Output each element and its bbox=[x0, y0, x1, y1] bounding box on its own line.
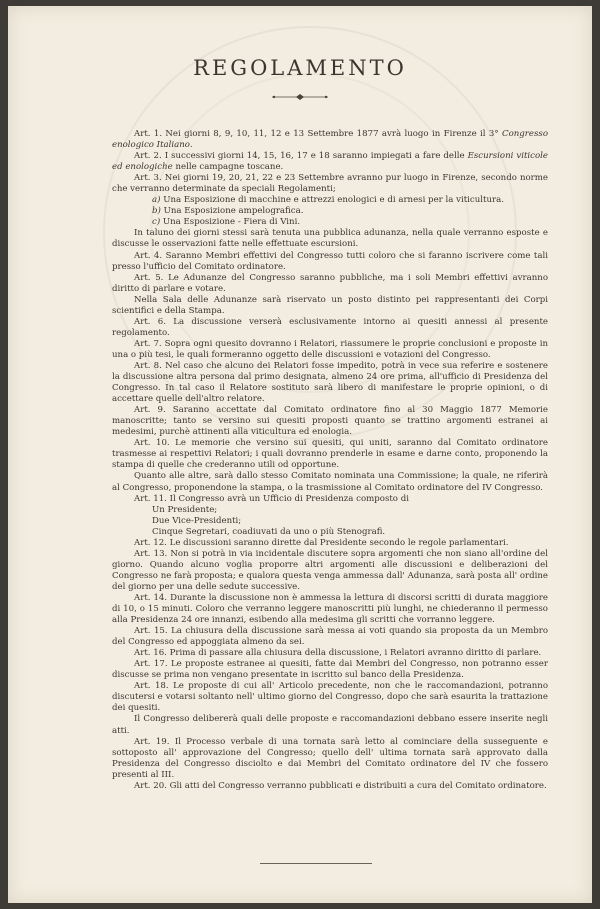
text-run: Art. 18. Le proposte di cui all' Articolo precedente, non che le raccomandazioni, potranno discutersi e votarsi soltanto nell' ultimo giorno del Congresso, dopo che sarà esaurita la trattazione dei quesiti. bbox=[112, 681, 548, 714]
paragraph bbox=[112, 681, 548, 714]
paragraph bbox=[112, 273, 548, 295]
paragraph bbox=[112, 339, 548, 361]
paragraph bbox=[112, 129, 548, 151]
text-run: Il Congresso delibererà quali delle proposte e raccomandazioni debbano essere inserite negli atti. bbox=[112, 714, 548, 736]
paragraph bbox=[112, 737, 548, 781]
paragraph bbox=[112, 648, 548, 659]
paragraph bbox=[112, 251, 548, 273]
text-run: Art. 16. Prima di passare alla chiusura della discussione, i Relatori avranno diritto di parlare. bbox=[134, 648, 542, 659]
text-run: Nella Sala delle Adunanze sarà riservato un posto distinto pei rappresentanti dei Corpi scientifici e della Stampa. bbox=[112, 294, 548, 316]
paragraph bbox=[112, 151, 548, 173]
text-run: Una Esposizione - Fiera di Vini. bbox=[160, 217, 301, 228]
text-run: Art. 13. Non si potrà in via incidentale discutere sopra argomenti che non siano all'ordine del giorno. Quando alcuno voglia proporre altri argomenti alle discussioni e deliberazioni del Congresso ne farà proposta; e qualora questa venga ammessa dall' Adunanza, sarà posta all' ordine del giorno per una delle sedute successive. bbox=[112, 548, 548, 592]
paragraph bbox=[112, 781, 548, 792]
closing-rule bbox=[260, 863, 372, 864]
text-run: a) bbox=[152, 195, 161, 206]
paragraph bbox=[112, 405, 548, 438]
list-item bbox=[112, 505, 548, 516]
regulation-body bbox=[112, 129, 548, 792]
text-run: Art. 11. Il Congresso avrà un Ufficio di Presidenza composto di bbox=[134, 493, 409, 504]
text-run: Art. 14. Durante la discussione non è ammessa la lettura di discorsi scritti di durata maggiore di 10, o 15 minuti. Coloro che verranno leggere manoscritti più lunghi, ne chiederanno il permesso alla Presidenza 24 ore innanzi, esibendo alla medesima gli scritti che vorranno leggere. bbox=[112, 592, 548, 626]
paragraph bbox=[112, 471, 548, 493]
text-run: Art. 6. La discussione verserà esclusivamente intorno ai quesiti annessi al presente regolamento. bbox=[112, 316, 548, 338]
text-run: Art. 8. Nel caso che alcuno dei Relatori fosse impedito, potrà in vece sua referire e sostenere la discussione altra persona dal primo designata, almeno 24 ore prima, all'ufficio di Presidenza del Congresso. In tal caso il Relatore sostituto sarà libero di manifestare le proprie opinioni, o di accettare quelle dell'altro relatore. bbox=[112, 360, 548, 405]
text-run: Art. 7. Sopra ogni quesito dovranno i Relatori, riassumere le proprie conclusioni e proposte in una o più tesi, le quali formeranno oggetto delle discussioni e votazioni del Congresso. bbox=[112, 338, 548, 360]
text-run: Art. 9. Saranno accettate dal Comitato ordinatore fino al 30 Maggio 1877 Memorie manoscritte; tanto se versino sui quesiti proposti quanto se trattino argomenti estranei ai medesimi, purchè attinenti alla viticultura ed enologia. bbox=[112, 405, 548, 438]
text-run: Art. 15. La chiusura della discussione sarà messa ai voti quando sia proposta da un Membro del Congresso ed appoggiata almeno da sei. bbox=[112, 626, 548, 648]
paragraph bbox=[112, 538, 548, 549]
paragraph bbox=[112, 438, 548, 471]
paragraph bbox=[112, 173, 548, 195]
paragraph bbox=[112, 626, 548, 648]
paragraph bbox=[112, 659, 548, 681]
text-run: Art. 4. Saranno Membri effettivi del Congresso tutti coloro che si faranno iscrivere come tali presso l'ufficio del Comitato ordinatore. bbox=[112, 250, 548, 272]
list-item bbox=[112, 217, 548, 228]
text-run: Art. 3. Nei giorni 19, 20, 21, 22 e 23 Settembre avranno pur luogo in Firenze, secondo norme che verranno determinate da speciali Regolamenti; bbox=[112, 173, 548, 195]
paragraph bbox=[112, 361, 548, 405]
text-run: Una Esposizione ampelografica. bbox=[160, 206, 304, 217]
text-run: Art. 10. Le memorie che versino sui quesiti, qui uniti, saranno dal Comitato ordinatore trasmesse ai respettivi Relatori; i quali dovranno prenderle in esame e darne conto, proponendo la stampa di quelle che crederanno utili od opportune. bbox=[112, 438, 548, 471]
paragraph bbox=[112, 549, 548, 593]
text-run: Art. 12. Le discussioni saranno dirette dal Presidente secondo le regole parlamentari. bbox=[134, 537, 509, 548]
list-item bbox=[112, 195, 548, 206]
text-run: Una Esposizione di macchine e attrezzi enologici e di arnesi per la viticultura. bbox=[160, 195, 504, 206]
paragraph bbox=[112, 593, 548, 626]
text-run: nelle campagne toscane. bbox=[172, 162, 284, 173]
paragraph bbox=[112, 295, 548, 317]
paragraph bbox=[112, 714, 548, 736]
text-run: Quanto alle altre, sarà dallo stesso Comitato nominata una Commissione; la quale, ne riferirà al Congresso, proponendone la stampa, o la trasmissione al Comitato ordinatore del IV Congresso. bbox=[112, 471, 548, 493]
text-run: Escursioni viticole ed enologiche bbox=[112, 151, 548, 173]
text-run: Due Vice-Presidenti; bbox=[152, 515, 242, 526]
list-item bbox=[112, 516, 548, 527]
list-item bbox=[112, 527, 548, 538]
text-run: c) bbox=[152, 217, 161, 228]
text-run: Art. 17. Le proposte estranee ai quesiti, fatte dai Membri del Congresso, non potranno esser discusse se prima non vengano presentate in iscritto sul banco della Presidenza. bbox=[112, 659, 548, 681]
text-run: Congresso enologico Italiano. bbox=[112, 129, 548, 151]
title-ornament-icon bbox=[270, 93, 330, 101]
text-run: Art. 20. Gli atti del Congresso verranno pubblicati e distribuiti a cura del Comitato ordinatore. bbox=[134, 780, 547, 791]
text-run: Art. 19. Il Processo verbale di una tornata sarà letto al cominciare della susseguente e sottoposto all' approvazione del Congresso; quello dell' ultima tornata sarà approvato dalla Presidenza del Congresso disciolto e dai Membri del Comitato ordinatore del IV che fossero presenti al III. bbox=[112, 736, 548, 780]
list-item bbox=[112, 206, 548, 217]
text-run: Un Presidente; bbox=[152, 504, 218, 515]
text-run: Art. 5. Le Adunanze del Congresso saranno pubbliche, ma i soli Membri effettivi avranno diritto di parlare e votare. bbox=[112, 272, 548, 294]
document-title: REGOLAMENTO bbox=[193, 56, 407, 80]
paragraph bbox=[112, 228, 548, 250]
text-run: Art. 1. Nei giorni 8, 9, 10, 11, 12 e 13 Settembre 1877 avrà luogo in Firenze il 3° bbox=[134, 129, 503, 139]
text-run: In taluno dei giorni stessi sarà tenuta una pubblica adunanza, nella quale verranno esposte e discusse le osservazioni fatte nelle effettuate escursioni. bbox=[112, 228, 548, 250]
paragraph bbox=[112, 317, 548, 339]
paragraph bbox=[112, 494, 548, 505]
text-run: b) bbox=[152, 206, 161, 217]
text-run: Cinque Segretari, coadiuvati da uno o più Stenografi. bbox=[152, 526, 386, 537]
text-run: Art. 2. I successivi giorni 14, 15, 16, 17 e 18 saranno impiegati a fare delle bbox=[134, 151, 468, 162]
document-page bbox=[8, 6, 592, 903]
